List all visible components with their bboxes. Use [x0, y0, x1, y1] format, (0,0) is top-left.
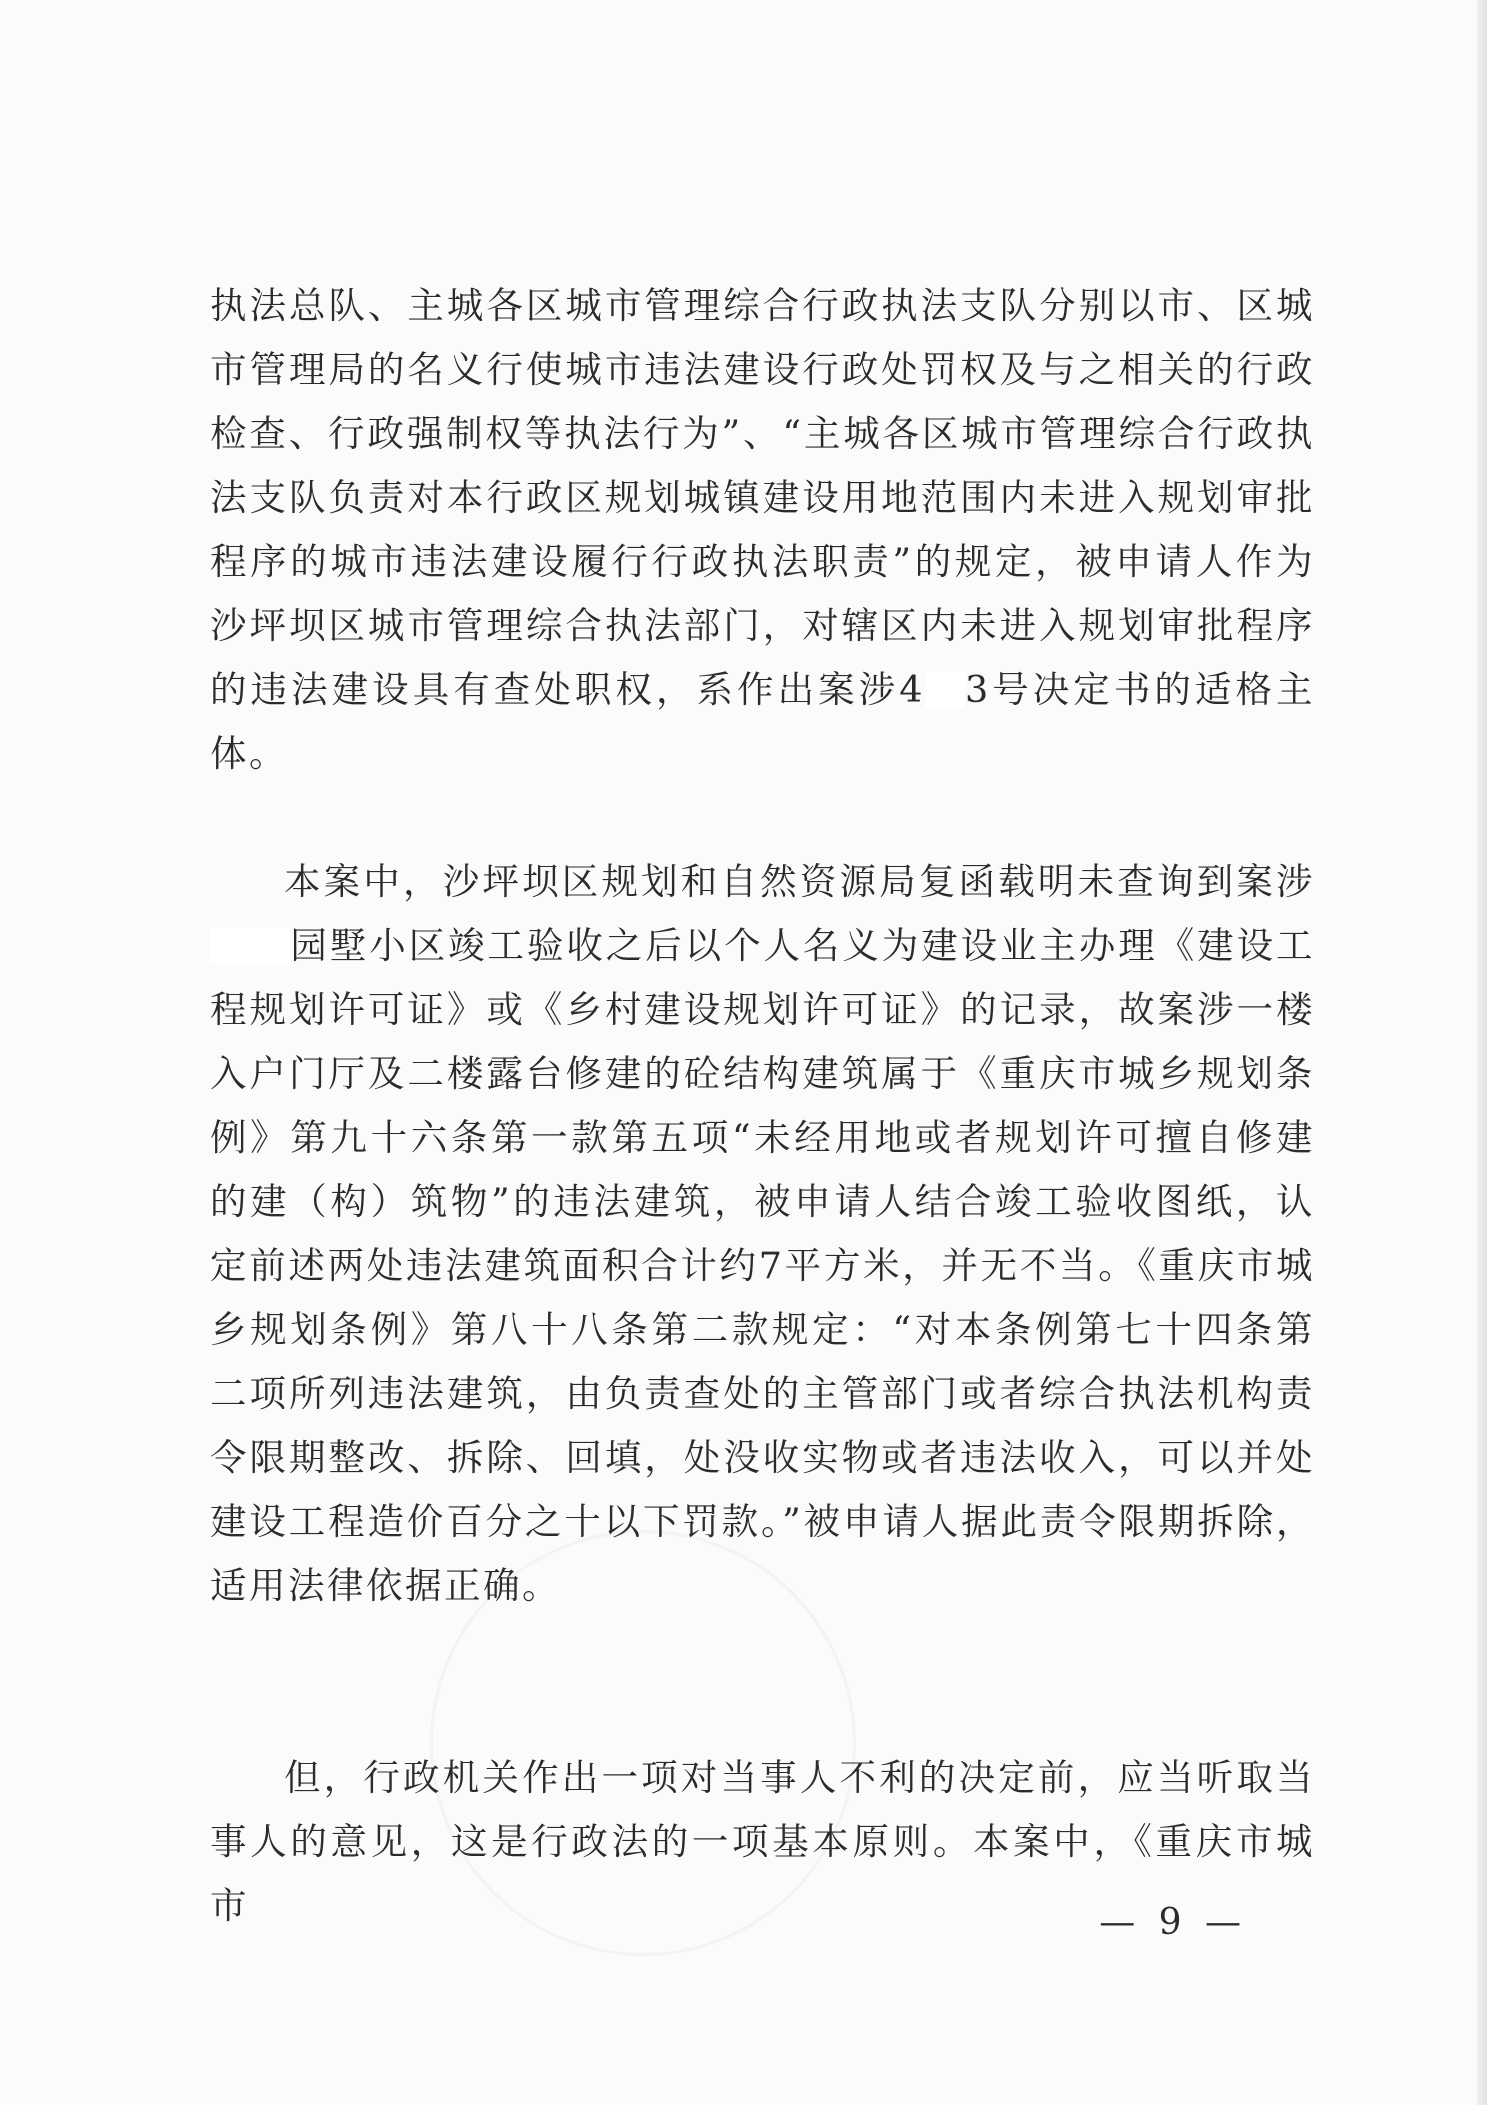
paragraph-2-text-a: 本案中，沙坪坝区规划和自然资源局复函载明未查询到案涉 — [284, 860, 1315, 903]
paragraph-1 — [210, 274, 1315, 786]
paragraph-1-text-a: 执法总队、主城各区城市管理综合行政执法支队分别以市、区城市管理局的名义行使城市违法建设行政处罚权及与之相关的行政检查、行政强制权等执法行为”、“主城各区城市管理综合行政执法支队负责对本行政区规划城镇建设用地范围内未进入规划审批程序的城市违法建设履行行政执法职责”的规定，被申请人作为沙坪坝区城市管理综合执法部门，对辖区内未进入规划审批程序的违法建设具有查处职权，系作出案涉4 — [210, 284, 1315, 711]
paragraph-1-text-b: 3号决定书的适格主体。 — [210, 668, 1315, 775]
page-number: — 9 — — [1099, 1902, 1247, 1943]
paragraph-3-text: 但，行政机关作出一项对当事人不利的决定前，应当听取当事人的意见，这是行政法的一项基本原则。本案中，《重庆市城市 — [210, 1756, 1315, 1927]
paragraph-2 — [210, 850, 1315, 1618]
redaction-mark — [210, 928, 290, 964]
redaction-mark — [925, 672, 965, 708]
paragraph-2-text-b: 园墅小区竣工验收之后以个人名义为建设业主办理《建设工程规划许可证》或《乡村建设规划许可证》的记录，故案涉一楼入户门厅及二楼露台修建的砼结构建筑属于《重庆市城乡规划条例》第九十六条第一款第五项“未经用地或者规划许可擅自修建的建（构）筑物”的违法建筑，被申请人结合竣工验收图纸，认定前述两处违法建筑面积合计约7平方米，并无不当。《重庆市城乡规划条例》第八十八条第二款规定：“对本条例第七十四条第二项所列违法建筑，由负责查处的主管部门或者综合执法机构责令限期整改、拆除、回填，处没收实物或者违法收入，可以并处建设工程造价百分之十以下罚款。”被申请人据此责令限期拆除，适用法律依据正确。 — [210, 924, 1315, 1607]
scan-edge — [1477, 0, 1487, 2105]
